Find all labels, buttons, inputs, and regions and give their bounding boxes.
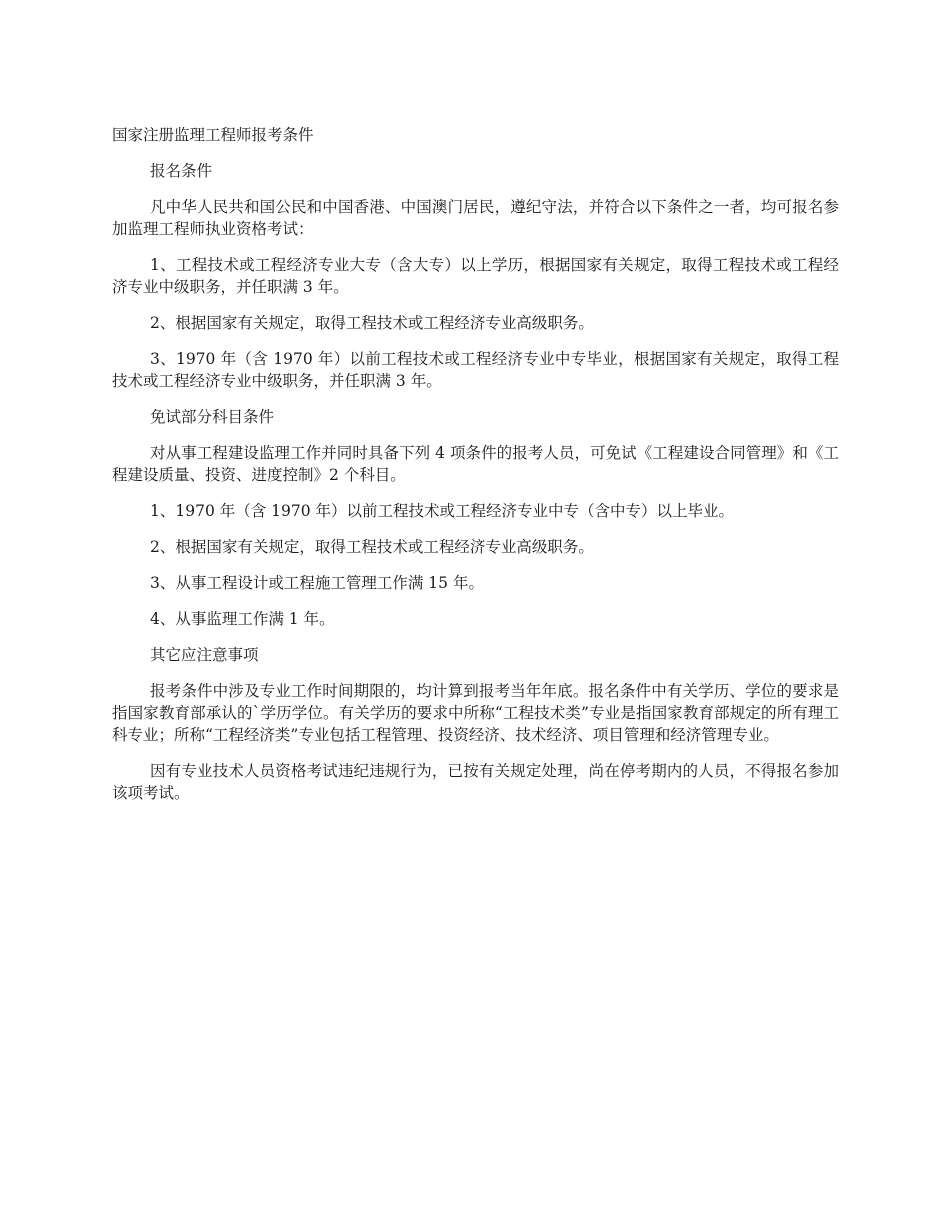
registration-intro: 凡中华人民共和国公民和中国香港、中国澳门居民，遵纪守法，并符合以下条件之一者，均可报名参加监理工程师执业资格考试：	[112, 198, 839, 238]
exemption-item: 3、从事工程设计或工程施工管理工作满 15 年。	[150, 574, 484, 592]
exemption-item: 1、1970 年（含 1970 年）以前工程技术或工程经济专业中专（含中专）以上毕业。	[150, 502, 735, 520]
exemption-item: 4、从事监理工作满 1 年。	[150, 610, 335, 628]
registration-item: 1、工程技术或工程经济专业大专（含大专）以上学历，根据国家有关规定，取得工程技术或工程经济专业中级职务，并任职满 3 年。	[112, 256, 839, 296]
notes-paragraph: 报考条件中涉及专业工作时间期限的，均计算到报考当年年底。报名条件中有关学历、学位的要求是指国家教育部承认的`学历学位。有关学历的要求中所称“工程技术类”专业是指国家教育部规定的所有理工科专业；所称“工程经济类”专业包括工程管理、投资经济、技术经济、项目管理和经济管理专业。	[112, 682, 839, 744]
exemption-intro: 对从事工程建设监理工作并同时具备下列 4 项条件的报考人员，可免试《工程建设合同管理》和《工程建设质量、投资、进度控制》2 个科目。	[112, 444, 839, 484]
document-page	[112, 124, 839, 818]
registration-item: 3、1970 年（含 1970 年）以前工程技术或工程经济专业中专毕业，根据国家有关规定，取得工程技术或工程经济专业中级职务，并任职满 3 年。	[112, 350, 839, 390]
registration-item: 2、根据国家有关规定，取得工程技术或工程经济专业高级职务。	[150, 314, 594, 332]
section-heading-registration: 报名条件	[150, 162, 213, 180]
section-heading-exemption: 免试部分科目条件	[150, 408, 275, 426]
section-heading-notes: 其它应注意事项	[150, 646, 259, 664]
exemption-item: 2、根据国家有关规定，取得工程技术或工程经济专业高级职务。	[150, 538, 594, 556]
notes-paragraph: 因有专业技术人员资格考试违纪违规行为，已按有关规定处理，尚在停考期内的人员，不得报名参加该项考试。	[112, 762, 839, 802]
document-title: 国家注册监理工程师报考条件	[112, 126, 314, 144]
